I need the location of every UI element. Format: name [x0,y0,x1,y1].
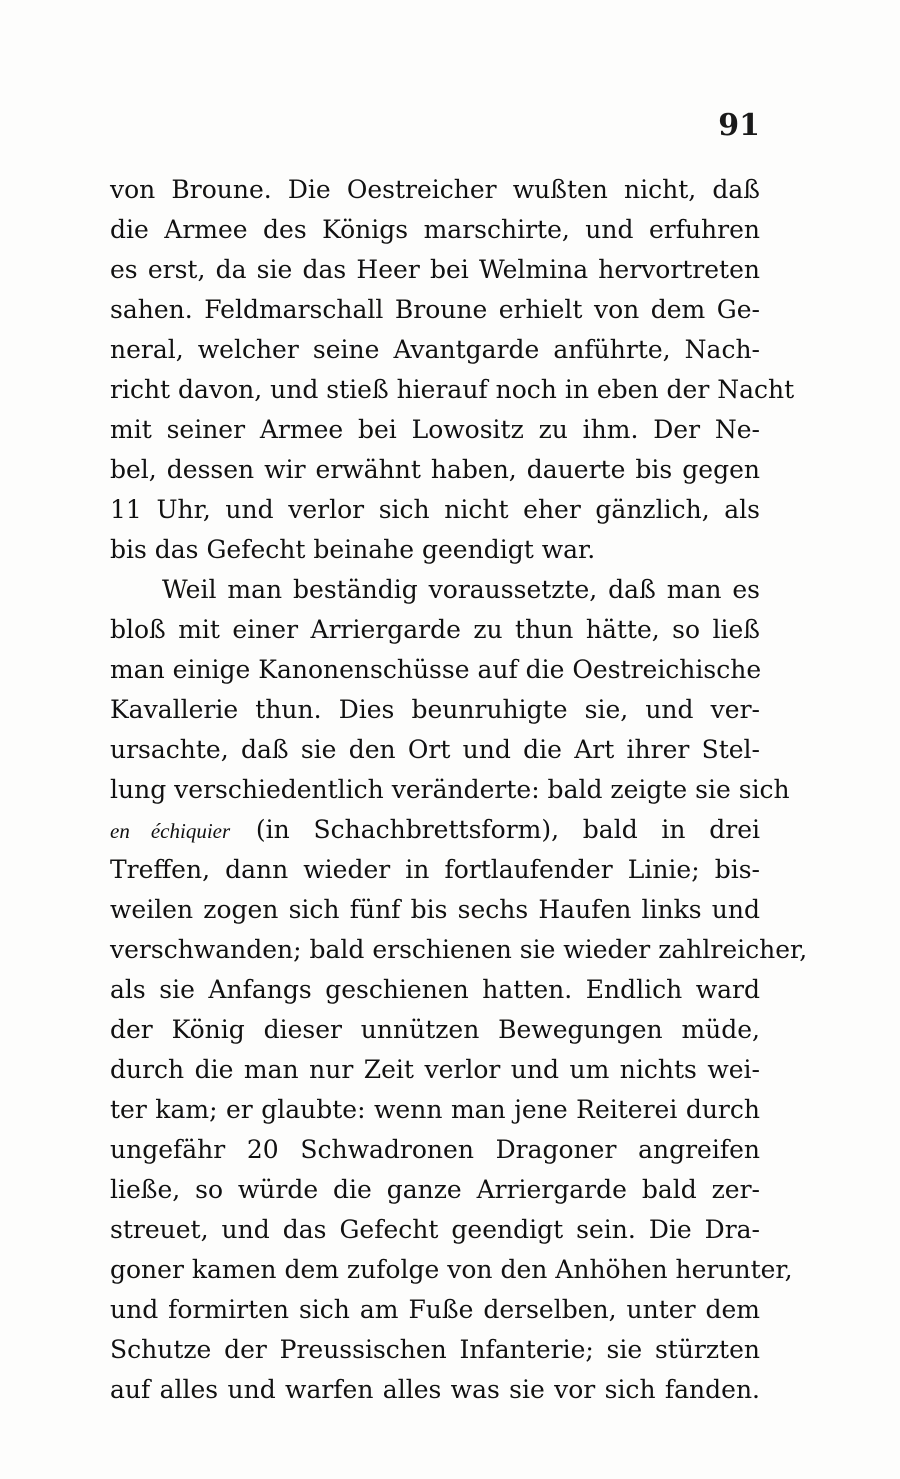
text-line: mit seiner Armee bei Lowositz zu ihm. Der Ne- [110,415,760,444]
text-line-rest: (in Schachbrettsform), bald in drei [255,815,760,844]
text-line: 11 Uhr, und verlor sich nicht eher gänzlich, als [110,495,760,524]
text-line: Weil man beständig voraussetzte, daß man es [162,575,760,604]
foreign-phrase: en échiquier [110,819,231,843]
text-line: bloß mit einer Arriergarde zu thun hätte, so ließ [110,615,760,644]
text-line-with-foreign-phrase [110,810,760,850]
text-line: ursachte, daß sie den Ort und die Art ihrer Stel- [110,735,760,764]
text-line: die Armee des Königs marschirte, und erfuhren [110,215,760,244]
text-line: von Broune. Die Oestreicher wußten nicht, daß [110,175,760,204]
text-line: Schutze der Preussischen Infanterie; sie stürzten [110,1335,760,1364]
text-line: ungefähr 20 Schwadronen Dragoner angreifen [110,1135,760,1164]
text-line: es erst, da sie das Heer bei Welmina hervortreten [110,255,760,284]
text-line: der König dieser unnützen Bewegungen müde, [110,1015,760,1044]
text-line: Kavallerie thun. Dies beunruhigte sie, und ver- [110,695,760,724]
text-line: ließe, so würde die ganze Arriergarde bald zer- [110,1175,760,1204]
text-line: richt davon, und stieß hierauf noch in eben der Nacht [110,375,795,404]
text-line: goner kamen dem zufolge von den Anhöhen herunter, [110,1255,793,1284]
text-line: neral, welcher seine Avantgarde anführte, Nach- [110,335,760,364]
text-line: und formirten sich am Fuße derselben, unter dem [110,1295,760,1324]
text-line: als sie Anfangs geschienen hatten. Endlich ward [110,975,760,1004]
text-line: verschwanden; bald erschienen sie wieder zahlreicher, [110,935,808,964]
text-line: man einige Kanonenschüsse auf die Oestreichische [110,655,762,684]
text-line: weilen zogen sich fünf bis sechs Haufen links und [110,895,760,924]
text-line: sahen. Feldmarschall Broune erhielt von dem Ge- [110,295,760,324]
text-line: streuet, und das Gefecht geendigt sein. Die Dra- [110,1215,760,1244]
text-line: auf alles und warfen alles was sie vor sich fanden. [110,1375,760,1404]
text-line: Treffen, dann wieder in fortlaufender Linie; bis- [110,855,760,884]
text-line: bel, dessen wir erwähnt haben, dauerte bis gegen [110,455,760,484]
page-number: 91 [718,108,760,143]
text-line: bis das Gefecht beinahe geendigt war. [110,535,596,564]
text-line: durch die man nur Zeit verlor und um nichts wei- [110,1055,760,1084]
text-line: ter kam; er glaubte: wenn man jene Reiterei durch [110,1095,760,1124]
text-line: lung verschiedentlich veränderte: bald zeigte sie sich [110,775,790,804]
